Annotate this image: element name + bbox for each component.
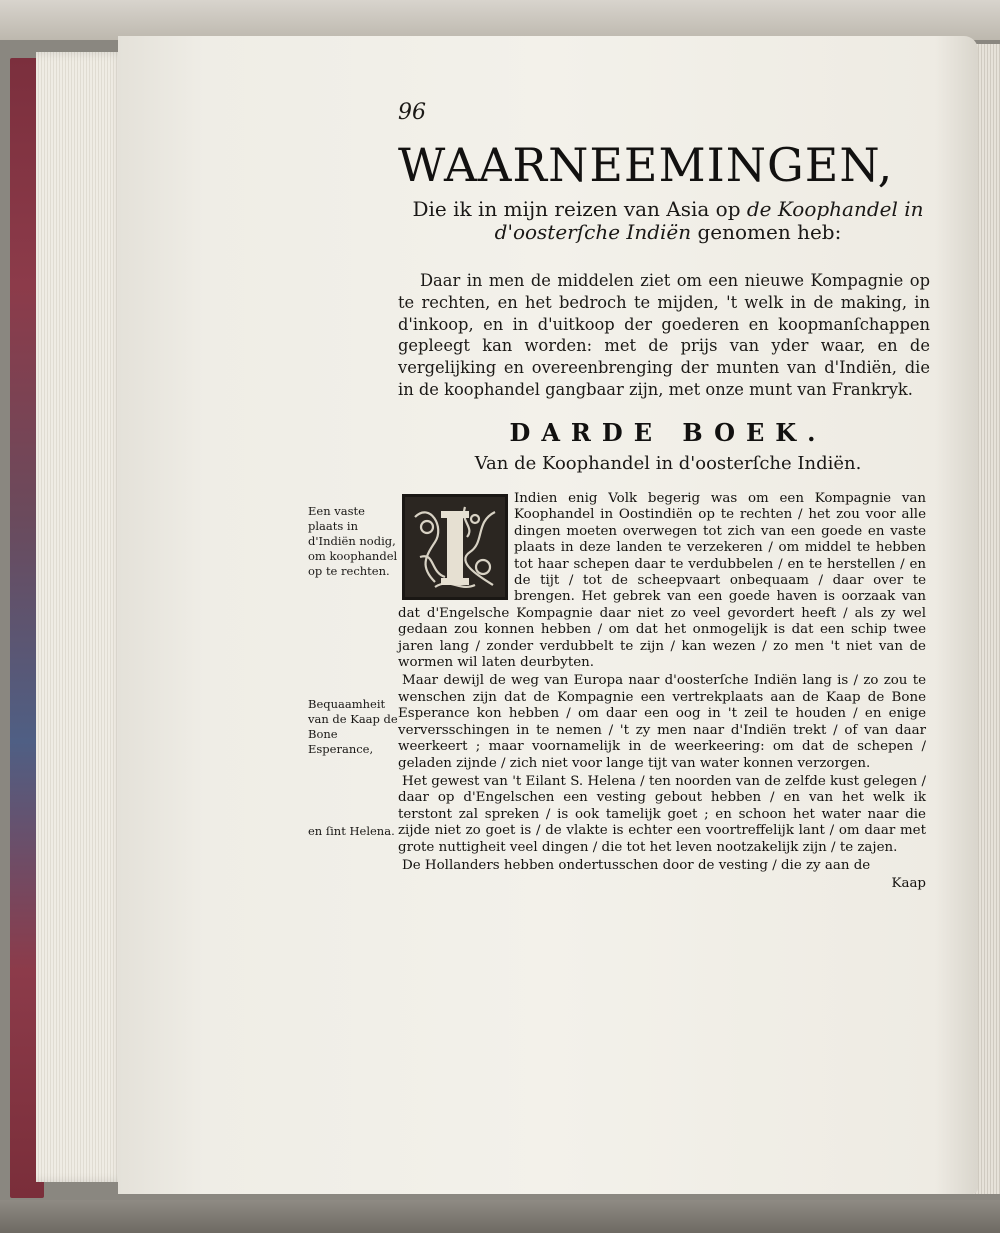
background-bottom (0, 1200, 1000, 1233)
intro-text: Daar in men de middelen ziet om een nieuwe Kompagnie op te rechten, en het bedroch te mijden, 't welk in de making, in d'inkoop, en in d'uitkoop der goederen en koopmanſchappen gepleegt kan worden: met de prijs van yder waar, en de vergelijking en overeenbrenging der munten van d'Indiën, die in de koophandel gangbaar zijn, met onze munt van Frankryk. (398, 271, 930, 399)
decorated-initial-icon (402, 494, 508, 600)
book-subheading: Van de Koophandel in d'oosterſche Indiën. (474, 453, 862, 474)
subtitle-italic-2: d'oosterſche Indiën (494, 220, 692, 244)
paragraph-3: Het gewest van 't Eilant S. Helena / ten noorden van de zelfde kust gelegen / daar op d'Engelschen een vesting gebout hebben / en van het welk ik terstont zal spreken / is ook tamelijk goet ; en schoon het water naar die zijde niet zo goet is / de vlakte is echter een voortreffelijk lant / om daar met grote nuttigheit veel dingen / die tot het leven nootzakelijk zijn / te zajen. (398, 773, 926, 855)
book-heading: DARDE BOEK. (509, 418, 827, 447)
page-title: WAARNEEMINGEN, (398, 138, 894, 192)
page-edges-left (36, 52, 126, 1182)
margin-note-2: Bequaamheit van de Kaap de Bone Esperance, (308, 697, 398, 756)
background-top (0, 0, 1000, 40)
paragraph-4: De Hollanders hebben ondertusschen door de vesting / die zy aan de (402, 857, 871, 873)
subtitle-roman-2: genomen heb: (691, 220, 842, 244)
page-number: 96 (398, 100, 426, 125)
catchword: Kaap (891, 876, 926, 892)
margin-note-1: Een vaste plaats in d'Indiën nodig, om koophandel op te rechten. (308, 504, 398, 578)
intro-paragraph (398, 270, 930, 401)
paragraph-1: Indien enig Volk begerig was om een Kompagnie van Koophandel in Oostindiën op te rechten / het zou voor alle dingen moeten overwegen tot zich van een goede en vaste plaats in deze landen te verzekeren / om middel te hebben tot haar schepen daar te verdubbelen / en te herstellen / en de tijt / tot de scheepvaart onbequaam / daar over te brengen. Het gebrek van een goede haven is oorzaak van dat d'Engelsche Kompagnie daar niet zo veel gevordert heeft / als zy wel gedaan zou konnen hebben / om dat het onmogelijk is dat een schip twee jaren lang / zonder verdubbelt te zijn / kan wezen / zo men 't niet van de wormen wil laten deurbyten. (398, 491, 926, 671)
paragraph-2: Maar dewijl de weg van Europa naar d'oosterſche Indiën lang is / zo zou te wenschen zijn dat de Kompagnie een vertrekplaats aan de Kaap de Bone Esperance kon hebben / om daar een oog in 't zeil te houden / en enige verversschingen in te nemen / 't zy men naar d'Indiën trekt / of van daar weerkeert ; maar voornamelijk in de weerkeering: om dat de schepen / geladen zijnde / zich niet voor lange tijt van water konnen verzorgen. (398, 673, 926, 771)
subtitle-italic-1: de Koophandel in (746, 197, 924, 221)
subtitle-roman-1: Die ik in mijn reizen van Asia op (412, 197, 747, 221)
margin-note-3: en ſint Helena. (308, 824, 395, 838)
subtitle (398, 198, 938, 244)
